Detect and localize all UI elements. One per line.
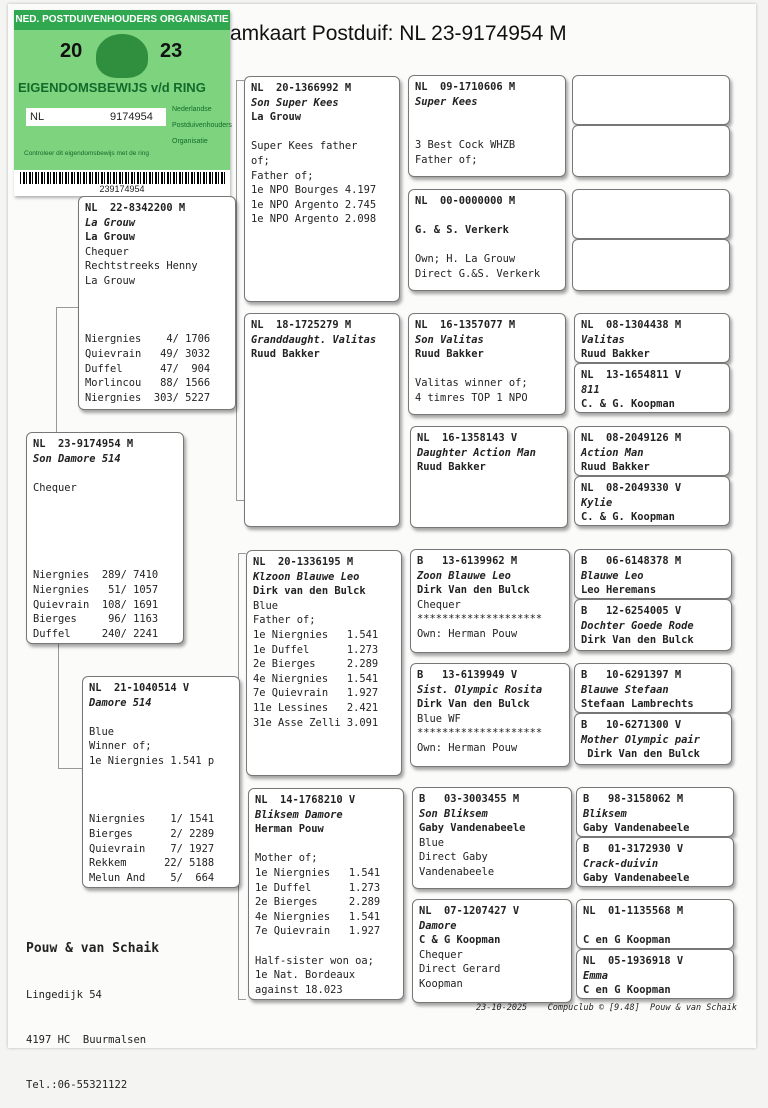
card-line: Own; H. La Grouw xyxy=(415,253,516,266)
card-line: 4e Niergnies 1.541 xyxy=(255,910,381,923)
breeder-name: Dirk Van den Bulck xyxy=(417,698,530,711)
pigeon-card-sire[interactable] xyxy=(78,196,236,410)
ring-number: NL 20-1366992 M xyxy=(251,82,352,94)
ring-number: NL 21-1040514 V xyxy=(89,682,190,694)
connector-line xyxy=(58,642,59,768)
pigeon-name: Emma xyxy=(583,969,609,982)
card-line: 4e Niergnies 1.541 xyxy=(253,672,379,685)
card-line xyxy=(33,495,177,510)
card-line: Quievrain 49/ 3032 xyxy=(85,347,211,360)
owner-address-block xyxy=(26,910,159,1108)
ring-number: B 98-3158062 M xyxy=(583,793,684,805)
card-line: Winner of; xyxy=(89,740,152,753)
pigeon-name: Daughter Action Man xyxy=(417,446,536,459)
ring-number: NL 08-1304438 M xyxy=(581,319,682,331)
card-line xyxy=(33,510,177,525)
pigeon-card-empty[interactable] xyxy=(572,125,730,177)
card-line xyxy=(251,125,393,140)
owner-phone: Tel.:06-55321122 xyxy=(26,1079,128,1091)
ring-number: NL 05-1936918 V xyxy=(583,955,684,967)
ring-number: NL 23-9174954 M xyxy=(33,438,134,450)
connector-line xyxy=(236,500,244,501)
ring-year-left: 20 xyxy=(60,40,83,62)
ring-number: NL 00-0000000 M xyxy=(415,195,516,207)
ring-year-right: 23 xyxy=(160,40,183,62)
card-line: 2e Bierges 2.289 xyxy=(253,658,379,671)
card-line: 1e Niergnies 1.541 xyxy=(253,628,379,641)
ring-number: NL 14-1768210 V xyxy=(255,794,356,806)
pigeon-name xyxy=(583,919,727,934)
ring-number: NL 16-1358143 V xyxy=(417,432,518,444)
ring-number: NL 08-2049126 M xyxy=(581,432,682,444)
ring-number: B 12-6254005 V xyxy=(581,605,682,617)
card-line xyxy=(33,554,177,569)
card-line: Blue xyxy=(419,836,445,849)
card-line: Father of; xyxy=(415,153,478,166)
card-line: Father of; xyxy=(251,169,314,182)
pigeon-card-sire-sire-sire[interactable] xyxy=(408,75,566,177)
owner-name: Pouw & van Schaik xyxy=(26,941,160,956)
pigeon-card-ggparent[interactable] xyxy=(574,599,732,651)
pigeon-card-subject[interactable] xyxy=(26,432,184,644)
pigeon-name: Damore 514 xyxy=(89,696,152,709)
card-line: Koopman xyxy=(419,977,463,990)
breeder-name: Gaby Vandenabeele xyxy=(583,822,690,835)
pigeon-card-ggparent[interactable] xyxy=(576,949,734,999)
pigeon-card-dam-dam-sire[interactable] xyxy=(412,787,572,889)
card-line: ******************** xyxy=(417,613,543,626)
pigeon-name: Granddaught. Valitas xyxy=(251,333,377,346)
pigeon-card-sire-dam-sire[interactable] xyxy=(408,313,566,415)
card-line: 1e Duffel 1.273 xyxy=(253,643,379,656)
card-line: Super Kees father xyxy=(251,140,358,153)
ring-number: B 06-6148378 M xyxy=(581,555,682,567)
breeder-name: Gaby Vandenabeele xyxy=(583,872,690,885)
ring-number: B 10-6291397 M xyxy=(581,669,682,681)
breeder-name: Dirk Van den Bulck xyxy=(581,634,694,647)
pigeon-name: Kylie xyxy=(581,496,613,509)
pigeon-card-sire-sire-dam[interactable] xyxy=(408,189,566,291)
card-line: Morlincou 88/ 1566 xyxy=(85,377,211,390)
pigeon-name: Bliksem Damore xyxy=(255,808,343,821)
breeder-name: C & G Koopman xyxy=(419,934,501,947)
card-line: Bierges 2/ 2289 xyxy=(89,827,215,840)
card-line: Niergnies 289/ 7410 xyxy=(33,569,159,582)
lion-emblem-icon xyxy=(96,34,148,78)
card-line xyxy=(89,783,233,798)
breeder-name: Ruud Bakker xyxy=(417,461,486,474)
pigeon-card-ggparent[interactable] xyxy=(574,663,732,713)
card-line: of; xyxy=(251,154,270,167)
ring-side-text: Postduivenhouders xyxy=(172,122,232,129)
ring-number: B 03-3003455 M xyxy=(419,793,520,805)
card-line: 7e Quievrain 1.927 xyxy=(253,687,379,700)
card-line: Blue xyxy=(89,725,115,738)
breeder-name: C en G Koopman xyxy=(583,934,671,947)
ring-warning-text: Controleer dit eigendomsbewijs met de ring xyxy=(24,150,150,157)
pigeon-card-dam-dam-dam[interactable] xyxy=(412,899,572,1003)
card-line: Vandenabeele xyxy=(419,865,495,878)
card-line: Own: Herman Pouw xyxy=(417,741,518,754)
card-line: Direct G.&S. Verkerk xyxy=(415,267,541,280)
card-line xyxy=(33,539,177,554)
card-line: Chequer xyxy=(33,481,77,494)
owner-city: 4197 HC Buurmalsen xyxy=(26,1034,147,1046)
breeder-name: Leo Heremans xyxy=(581,584,657,597)
card-line xyxy=(415,362,559,377)
pigeon-name: Zoon Blauwe Leo xyxy=(417,569,511,582)
card-line: Direct Gerard xyxy=(419,963,501,976)
ring-number: NL 22-8342200 M xyxy=(85,202,186,214)
pigeon-name: Bliksem xyxy=(583,807,627,820)
pigeon-name: 811 xyxy=(581,383,600,396)
card-line: 31e Asse Zelli 3.091 xyxy=(253,716,379,729)
pigeon-card-ggparent[interactable] xyxy=(576,787,734,837)
pigeon-card-sire-sire[interactable] xyxy=(244,76,400,302)
breeder-name: Ruud Bakker xyxy=(581,348,650,361)
card-line xyxy=(85,318,229,333)
card-line: Blue xyxy=(253,599,279,612)
pigeon-name: Blauwe Stefaan xyxy=(581,683,669,696)
ring-number: NL 08-2049330 V xyxy=(581,482,682,494)
pigeon-card-sire-dam-dam[interactable] xyxy=(410,426,568,528)
breeder-name: Dirk Van den Bulck xyxy=(581,748,700,761)
pigeon-card-sire-dam[interactable] xyxy=(244,313,400,527)
pigeon-name: Valitas xyxy=(581,333,625,346)
pigeon-card-ggparent[interactable] xyxy=(574,313,730,363)
card-line: Quievrain 7/ 1927 xyxy=(89,842,215,855)
pigeon-card-ggparent[interactable] xyxy=(574,363,730,413)
breeder-name: Ruud Bakker xyxy=(251,348,320,361)
card-line xyxy=(89,798,233,813)
page-title: amkaart Postduif: NL 23-9174954 M xyxy=(230,22,567,45)
breeder-name: Herman Pouw xyxy=(255,823,324,836)
pigeon-name: Crack-duivin xyxy=(583,857,659,870)
pigeon-card-empty[interactable] xyxy=(572,75,730,125)
card-line: ******************** xyxy=(417,727,543,740)
connector-line xyxy=(238,999,246,1000)
pigeon-name: Son Damore 514 xyxy=(33,452,121,465)
pigeon-card-dam-sire[interactable] xyxy=(246,550,402,776)
ring-country: NL xyxy=(30,111,45,123)
ring-number: B 10-6271300 V xyxy=(581,719,682,731)
card-line xyxy=(85,303,229,318)
pigeon-name: Damore xyxy=(419,919,457,932)
card-line xyxy=(255,837,397,852)
card-line: Chequer xyxy=(417,598,461,611)
pigeon-name: Mother Olympic pair xyxy=(581,733,700,746)
footer-print-info: 23-10-2025 Compuclub © [9.48] Pouw & van Schaik xyxy=(476,1003,737,1013)
breeder-name xyxy=(415,109,559,124)
card-line xyxy=(33,525,177,540)
ring-ownership-title: EIGENDOMSBEWIJS v/d RING xyxy=(18,80,206,95)
card-line: Niergnies 303/ 5227 xyxy=(85,391,211,404)
breeder-name: Dirk van den Bulck xyxy=(253,585,366,598)
card-line: Chequer xyxy=(85,245,129,258)
ring-org-name: NED. POSTDUIVENHOUDERS ORGANISATIE xyxy=(14,10,230,30)
card-line: 3 Best Cock WHZB xyxy=(415,139,516,152)
card-line xyxy=(89,769,233,784)
card-line: Father of; xyxy=(253,614,316,627)
card-line: 1e NPO Argento 2.098 xyxy=(251,213,377,226)
ring-number: NL 09-1710606 M xyxy=(415,81,516,93)
ring-number: B 01-3172930 V xyxy=(583,843,684,855)
card-line: against 18.023 xyxy=(255,983,343,996)
ring-ownership-label xyxy=(14,10,230,196)
connector-line xyxy=(236,80,237,500)
card-line: 1e Duffel 1.273 xyxy=(255,881,381,894)
pigeon-card-ggparent[interactable] xyxy=(574,713,732,765)
card-line: 1e Niergnies 1.541 xyxy=(255,866,381,879)
ring-number: NL 01-1135568 M xyxy=(583,905,684,917)
breeder-name: C. & G. Koopman xyxy=(581,398,675,411)
card-line xyxy=(415,238,559,253)
card-line: 2e Bierges 2.289 xyxy=(255,896,381,909)
pigeon-name: Super Kees xyxy=(415,95,478,108)
pigeon-card-dam-dam[interactable] xyxy=(248,788,404,1000)
card-line xyxy=(255,939,397,954)
breeder-name: C en G Koopman xyxy=(583,984,671,997)
card-line: Rekkem 22/ 5188 xyxy=(89,857,215,870)
breeder-name: Ruud Bakker xyxy=(415,348,484,361)
connector-line xyxy=(58,768,82,769)
ring-side-text: Organisatie xyxy=(172,138,208,145)
card-line: Half-sister won oa; xyxy=(255,954,374,967)
card-line: Duffel 47/ 904 xyxy=(85,362,211,375)
pigeon-name: Son Valitas xyxy=(415,333,484,346)
connector-line xyxy=(238,553,246,554)
card-line: Quievrain 108/ 1691 xyxy=(33,598,159,611)
pigeon-card-empty[interactable] xyxy=(572,239,730,291)
ring-number-field xyxy=(26,108,166,126)
card-line: 1e NPO Argento 2.745 xyxy=(251,198,377,211)
breeder-name: C. & G. Koopman xyxy=(581,511,675,524)
barcode-icon xyxy=(20,172,226,184)
pigeon-card-ggparent[interactable] xyxy=(574,476,730,526)
pigeon-name: Dochter Goede Rode xyxy=(581,619,694,632)
ring-number: NL 07-1207427 V xyxy=(419,905,520,917)
card-line: Melun And 5/ 664 xyxy=(89,871,215,884)
card-line: Niergnies 1/ 1541 xyxy=(89,813,215,826)
pigeon-card-ggparent[interactable] xyxy=(574,549,732,599)
pigeon-card-ggparent[interactable] xyxy=(574,426,730,476)
breeder-name: Ruud Bakker xyxy=(581,461,650,474)
barcode-number: 239174954 xyxy=(99,184,145,194)
ring-number: NL 13-1654811 V xyxy=(581,369,682,381)
ring-number: B 13-6139949 V xyxy=(417,669,518,681)
card-line: 11e Lessines 2.421 xyxy=(253,701,379,714)
pigeon-card-empty[interactable] xyxy=(572,189,730,239)
pigeon-card-ggparent[interactable] xyxy=(576,899,734,949)
owner-street: Lingedijk 54 xyxy=(26,989,102,1001)
ring-number: NL 16-1357077 M xyxy=(415,319,516,331)
ring-number: NL 20-1336195 M xyxy=(253,556,354,568)
card-line: Niergnies 4/ 1706 xyxy=(85,333,211,346)
breeder-name: La Grouw xyxy=(251,111,302,124)
card-line: 1e Nat. Bordeaux xyxy=(255,969,356,982)
card-line: 4 timres TOP 1 NPO xyxy=(415,391,528,404)
ring-number: NL 18-1725279 M xyxy=(251,319,352,331)
breeder-name: Gaby Vandenabeele xyxy=(419,822,526,835)
card-line: Duffel 240/ 2241 xyxy=(33,627,159,640)
breeder-name xyxy=(89,710,233,725)
breeder-name: Dirk Van den Bulck xyxy=(417,584,530,597)
connector-line xyxy=(236,80,244,81)
card-line: Bierges 96/ 1163 xyxy=(33,613,159,626)
card-line: La Grouw xyxy=(85,274,136,287)
pigeon-card-dam-sire-sire[interactable] xyxy=(410,549,570,653)
card-line: Valitas winner of; xyxy=(415,377,528,390)
breeder-name xyxy=(33,466,177,481)
breeder-name: Stefaan Lambrechts xyxy=(581,698,694,711)
card-line: Rechtstreeks Henny xyxy=(85,260,198,273)
ring-number: B 13-6139962 M xyxy=(417,555,518,567)
card-line xyxy=(415,124,559,139)
pigeon-card-dam-sire-dam[interactable] xyxy=(410,663,570,767)
card-line xyxy=(85,289,229,304)
pigeon-name: Son Super Kees xyxy=(251,96,339,109)
connector-line xyxy=(56,307,80,308)
card-line: 1e NPO Bourges 4.197 xyxy=(251,184,377,197)
pigeon-card-ggparent[interactable] xyxy=(576,837,734,887)
pigeon-name: Sist. Olympic Rosita xyxy=(417,683,543,696)
card-line: Niergnies 51/ 1057 xyxy=(33,583,159,596)
card-line: Direct Gaby xyxy=(419,851,488,864)
pigeon-name: Action Man xyxy=(581,446,644,459)
breeder-name: La Grouw xyxy=(85,231,136,244)
pigeon-name: Blauwe Leo xyxy=(581,569,644,582)
breeder-name: G. & S. Verkerk xyxy=(415,224,509,237)
pigeon-name: La Grouw xyxy=(85,216,136,229)
card-line: Mother of; xyxy=(255,852,318,865)
pigeon-name: Son Bliksem xyxy=(419,807,488,820)
ring-side-text: Nederlandse xyxy=(172,106,212,113)
card-line: 7e Quievrain 1.927 xyxy=(255,925,381,938)
connector-line xyxy=(56,307,57,433)
card-line: 1e Niergnies 1.541 p xyxy=(89,754,215,767)
card-line: Chequer xyxy=(419,948,463,961)
pigeon-card-dam[interactable] xyxy=(82,676,240,888)
card-line: Blue WF xyxy=(417,712,461,725)
pigeon-name: Klzoon Blauwe Leo xyxy=(253,570,360,583)
ring-number: 9174954 xyxy=(110,111,153,123)
card-line: Own: Herman Pouw xyxy=(417,627,518,640)
pigeon-name xyxy=(415,209,559,224)
